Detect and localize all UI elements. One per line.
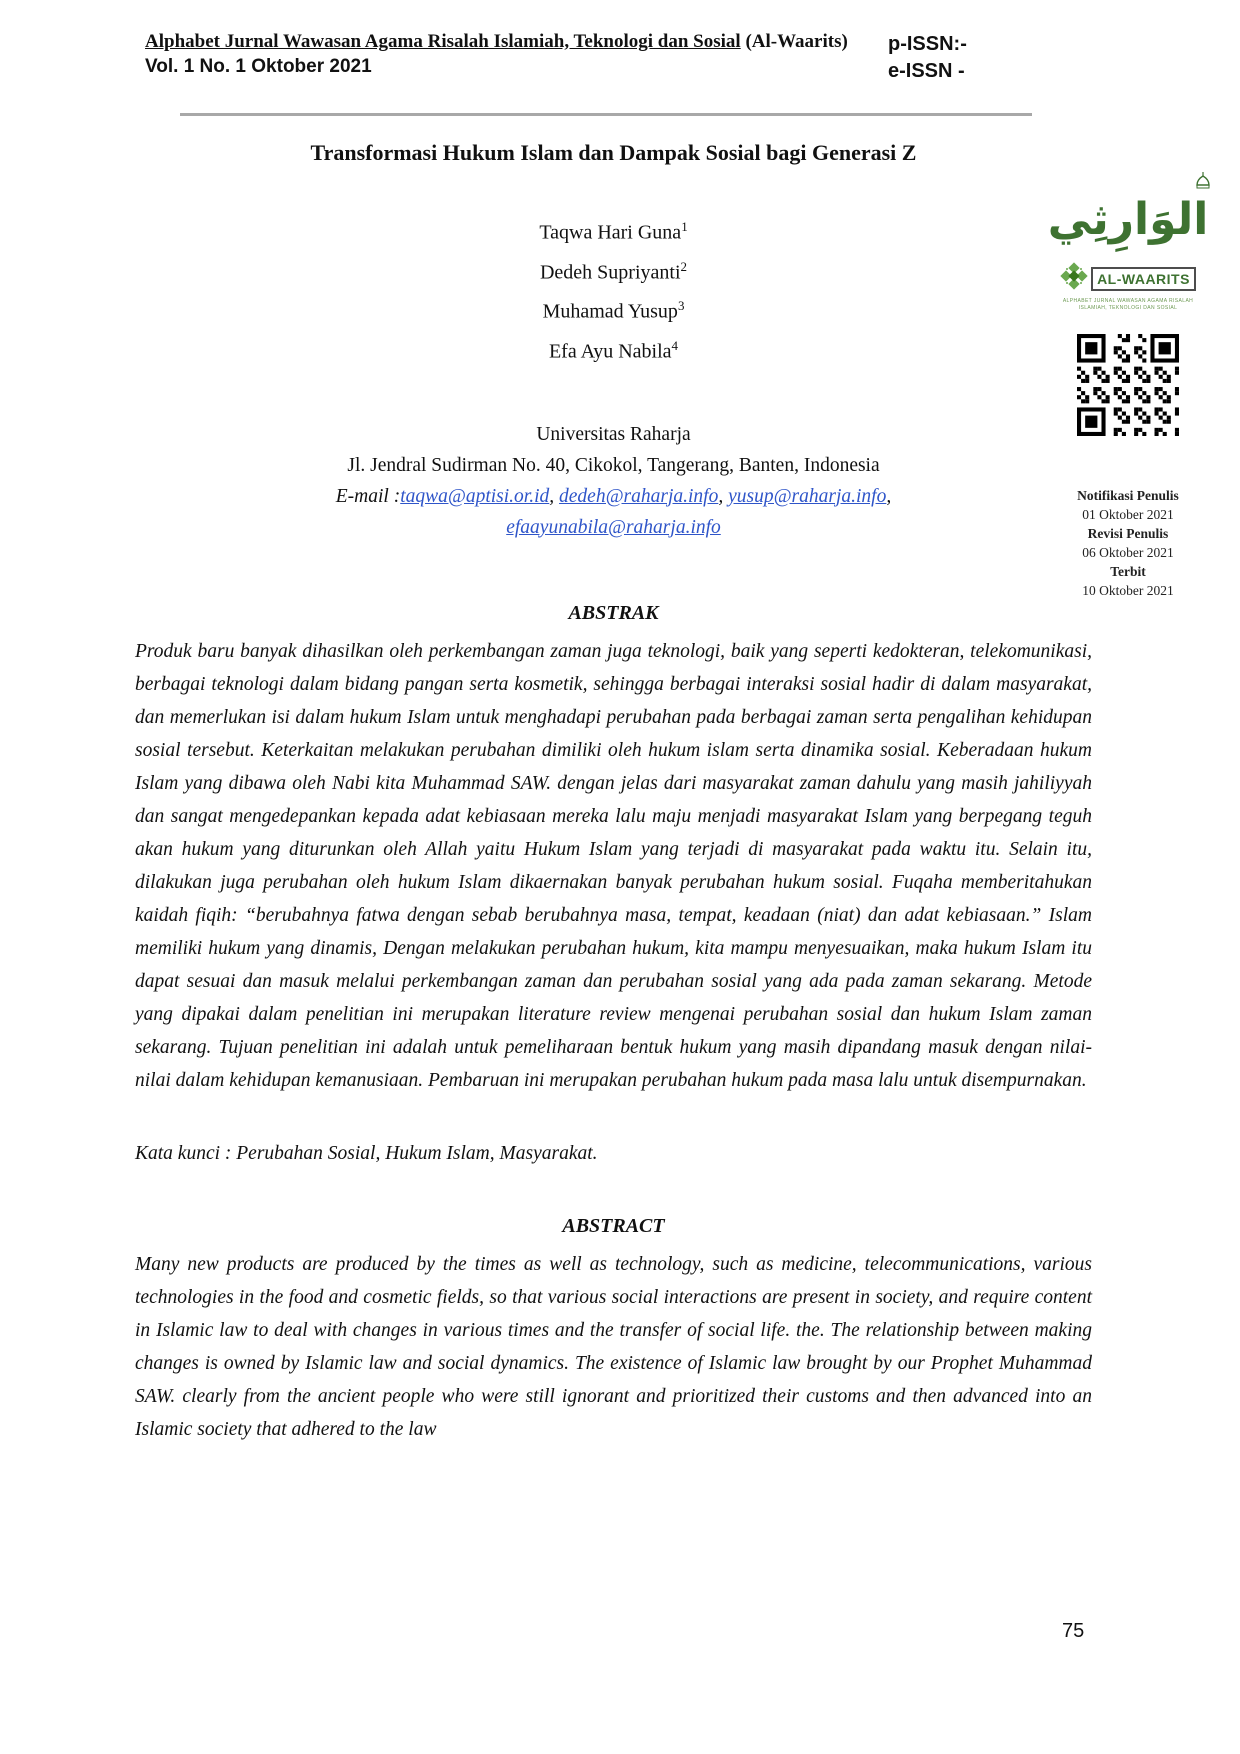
abstrak-body: Produk baru banyak dihasilkan oleh perkembangan zaman juga teknologi, baik yang seperti kedokteran, telekomunikasi, berbagai teknologi dalam bidang pangan serta kosmetik, sehingga berbagai interaksi sosial hadir di dalam masyarakat, dan memerlukan isi dalam hukum Islam untuk menghadapi perubahan pada berbagai zaman serta pengalihan kehidupan sosial tersebut. Keterkaitan melakukan perubahan dimiliki oleh hukum islam serta dinamika sosial. Keberadaan hukum Islam yang dibawa oleh Nabi kita Muhammad SAW. dengan jelas dari masyarakat zaman dahulu yang masih jahiliyyah dan sangat mengedepankan kepada adat kebiasaan mereka lalu maju menjadi masyarakat Islam yang berpegang teguh akan hukum yang diturunkan oleh Allah yaitu Hukum Islam yang terjadi di masyarakat pada waktu itu. Selain itu, dilakukan juga perubahan oleh hukum Islam dikaernakan banyak perubahan hukum sosial. Fuqaha memberitahukan kaidah fiqih: “berubahnya fatwa dengan sebab berubahnya masa, tempat, keadaan (niat) dan adat kebiasaan.” Islam memiliki hukum yang dinamis, Dengan melakukan perubahan hukum, kita mampu menyesuaikan, maka hukum Islam itu dapat sesuai dan masuk melalui perkembangan zaman dan perubahan sosial yang ada pada zaman sekarang. Metode yang dipakai dalam penelitian ini merupakan literature review mengenai perubahan sosial dan hukum Islam zaman sekarang. Tujuan penelitian ini adalah untuk pemeliharaan bentuk hukum yang masih dipandang masuk dengan nilai-nilai dalam kehidupan kemanusiaan. Pembaruan ini merupakan perubahan hukum pada masa lalu untuk disempurnakan. <box>135 640 1092 1091</box>
journal-title-line <box>145 30 880 54</box>
date-label: Revisi Penulis <box>1087 526 1169 541</box>
author-list <box>135 210 1092 369</box>
affiliation-block <box>135 419 1092 543</box>
date-value: 10 Oktober 2021 <box>1082 583 1174 598</box>
journal-abbr: (Al-Waarits) <box>740 31 848 52</box>
email-line-1: E-mail :taqwa@aptisi.or.id, dedeh@raharja.info, yusup@raharja.info, <box>335 485 892 507</box>
abstrak-heading: ABSTRAK <box>568 601 659 624</box>
keywords: Kata kunci : Perubahan Sosial, Hukum Islam, Masyarakat. <box>135 1142 598 1164</box>
author: Dedeh Supriyanti$^2$ <box>539 258 688 284</box>
article-title: Transformasi Hukum Islam dan Dampak Sosial bagi Generasi Z <box>310 140 917 165</box>
logo-arabic-text: الوَارِثِي <box>1047 194 1209 245</box>
logo-caption-line1: ALPHABET JURNAL WAWASAN AGAMA RISALAH <box>1062 298 1194 304</box>
email-link[interactable]: dedeh@raharja.info <box>559 485 719 507</box>
volume-line: Vol. 1 No. 1 Oktober 2021 <box>145 56 372 77</box>
running-head <box>145 30 880 80</box>
email-link[interactable]: taqwa@aptisi.or.id <box>400 485 550 507</box>
email-link[interactable]: yusup@raharja.info <box>728 485 887 507</box>
logo-caption-line2: ISLAMIAH, TEKNOLOGI DAN SOSIAL <box>1078 305 1178 311</box>
author: Taqwa Hari Guna$^1$ <box>539 219 688 244</box>
address: Jl. Jendral Sudirman No. 40, Cikokol, Tangerang, Banten, Indonesia <box>347 454 880 476</box>
issn-block <box>888 31 967 85</box>
header-divider <box>180 113 1032 116</box>
email-link[interactable]: efaayunabila@raharja.info <box>506 516 721 538</box>
date-value: 01 Oktober 2021 <box>1082 507 1174 522</box>
p-issn: p-ISSN:- <box>888 33 967 55</box>
article <box>135 140 1092 1446</box>
author: Efa Ayu Nabila$^4$ <box>548 337 679 363</box>
date-value: 06 Oktober 2021 <box>1082 545 1174 560</box>
mosque-dome-icon <box>1194 172 1212 197</box>
email-line-2 <box>135 512 1092 543</box>
qr-code <box>1077 334 1179 436</box>
date-label: Terbit <box>1110 564 1146 579</box>
email-label: E-mail : <box>335 485 401 507</box>
submission-dates <box>1077 486 1179 600</box>
journal-title: Alphabet Jurnal Wawasan Agama Risalah Islamiah, Teknologi dan Sosial <box>145 31 741 52</box>
logo-wordmark: AL-WAARITS <box>1091 267 1196 291</box>
abstract-body: Many new products are produced by the times as well as technology, such as medicine, telecommunications, various technologies in the food and cosmetic fields, so that various social interactions are present in society, and require content in Islamic law to deal with changes in various times and the transfer of social life. the. The relationship between making changes is owned by Islamic law and social dynamics. The existence of Islamic law brought by our Prophet Muhammad SAW. clearly from the ancient people who were still ignorant and prioritized their customs and then advanced into an Islamic society that adhered to the law <box>135 1253 1092 1440</box>
author: Muhamad Yusup$^3$ <box>542 298 685 323</box>
e-issn: e-ISSN - <box>888 60 965 82</box>
page-number: 75 <box>1062 1620 1085 1642</box>
abstract-heading: ABSTRACT <box>562 1214 665 1237</box>
affiliation: Universitas Raharja <box>536 423 691 445</box>
date-label: Notifikasi Penulis <box>1077 488 1179 503</box>
